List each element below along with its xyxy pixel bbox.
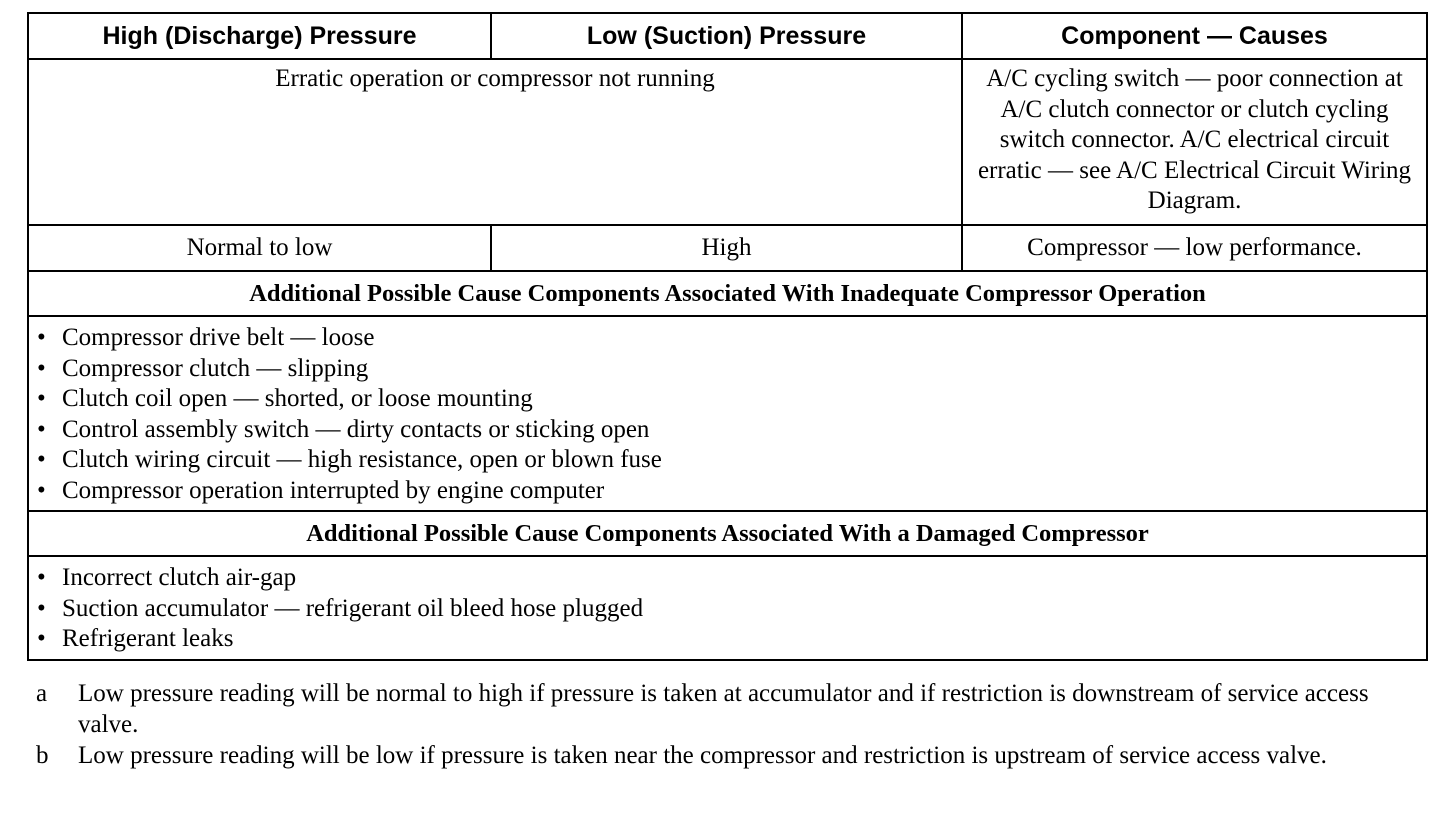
normal-high-text: Normal to low: [186, 233, 333, 261]
footnote-text: Low pressure reading will be low if pressure is taken near the compressor and restriction is upstream of service access valve.: [78, 742, 1327, 769]
header-high-pressure: High (Discharge) Pressure: [28, 13, 491, 59]
list-item-text: Incorrect clutch air-gap: [62, 564, 297, 591]
erratic-component-cell: [962, 59, 1427, 225]
diagnosis-table: [27, 12, 1428, 661]
list-item-text: Compressor drive belt — loose: [62, 324, 375, 351]
list-item: [37, 594, 1426, 625]
section-damaged-header-row: [28, 511, 1427, 556]
list-item: [37, 563, 1426, 594]
bullet-icon: •: [37, 476, 46, 504]
normal-high-cell: [28, 225, 491, 271]
list-item-text: Compressor operation interrupted by engine computer: [62, 476, 605, 504]
section-damaged-list-cell: [28, 556, 1427, 660]
list-item: [37, 445, 1426, 476]
erratic-condition-text: Erratic operation or compressor not running: [275, 65, 715, 92]
bullet-icon: •: [37, 354, 46, 382]
bullet-icon: •: [37, 446, 46, 473]
footnote-text: Low pressure reading will be normal to high if pressure is taken at accumulator and if restriction is downstream of service access valve.: [78, 680, 1369, 738]
footnote-mark: a: [36, 680, 48, 707]
row-compressor-low-performance: [28, 225, 1427, 271]
normal-component-cell: [962, 225, 1427, 271]
list-item-text: Clutch coil open — shorted, or loose mounting: [62, 385, 533, 412]
erratic-condition-cell: [28, 59, 962, 225]
section-inadequate-list-row: [28, 316, 1427, 511]
list-item: [37, 415, 1426, 446]
bullet-icon: •: [37, 594, 46, 622]
list-item-text: Clutch wiring circuit — high resistance, open or blown fuse: [62, 446, 662, 473]
header-low-pressure: Low (Suction) Pressure: [491, 13, 962, 59]
header-component-causes: Component — Causes: [962, 13, 1427, 59]
list-item: [37, 476, 1426, 507]
footnote-mark: b: [36, 742, 49, 769]
erratic-component-text: A/C cycling switch — poor connection at A/C clutch connector or clutch cycling switch connector. A/C electrical circuit erratic — see A/C Electrical Circuit Wiring Diagram.: [977, 65, 1412, 214]
bullet-icon: •: [37, 385, 46, 412]
damaged-cause-list: [37, 563, 1426, 655]
section-inadequate-header-row: [28, 271, 1427, 316]
section-inadequate-title: Additional Possible Cause Components Associated With Inadequate Compressor Operation: [28, 271, 1427, 316]
list-item-text: Control assembly switch — dirty contacts or sticking open: [62, 415, 650, 443]
header-row: [28, 13, 1427, 59]
list-item: [37, 323, 1426, 354]
list-item-text: Refrigerant leaks: [62, 625, 234, 652]
normal-low-text: High: [701, 233, 752, 261]
inadequate-cause-list: [37, 323, 1426, 506]
footnote-b: [36, 740, 1416, 771]
bullet-icon: •: [37, 564, 46, 591]
section-inadequate-list-cell: [28, 316, 1427, 511]
section-damaged-title: Additional Possible Cause Components Associated With a Damaged Compressor: [28, 511, 1427, 556]
list-item: [37, 354, 1426, 385]
bullet-icon: •: [37, 625, 46, 652]
normal-low-cell: [491, 225, 962, 271]
bullet-icon: •: [37, 415, 46, 443]
list-item: [37, 384, 1426, 415]
list-item: [37, 624, 1426, 655]
normal-component-text: Compressor — low performance.: [1027, 233, 1362, 261]
list-item-text: Suction accumulator — refrigerant oil bleed hose plugged: [62, 594, 644, 622]
row-erratic-operation: [28, 59, 1427, 225]
footnote-a: [36, 678, 1416, 740]
footnotes: [36, 678, 1416, 771]
bullet-icon: •: [37, 324, 46, 351]
list-item-text: Compressor clutch — slipping: [62, 354, 369, 382]
section-damaged-list-row: [28, 556, 1427, 660]
